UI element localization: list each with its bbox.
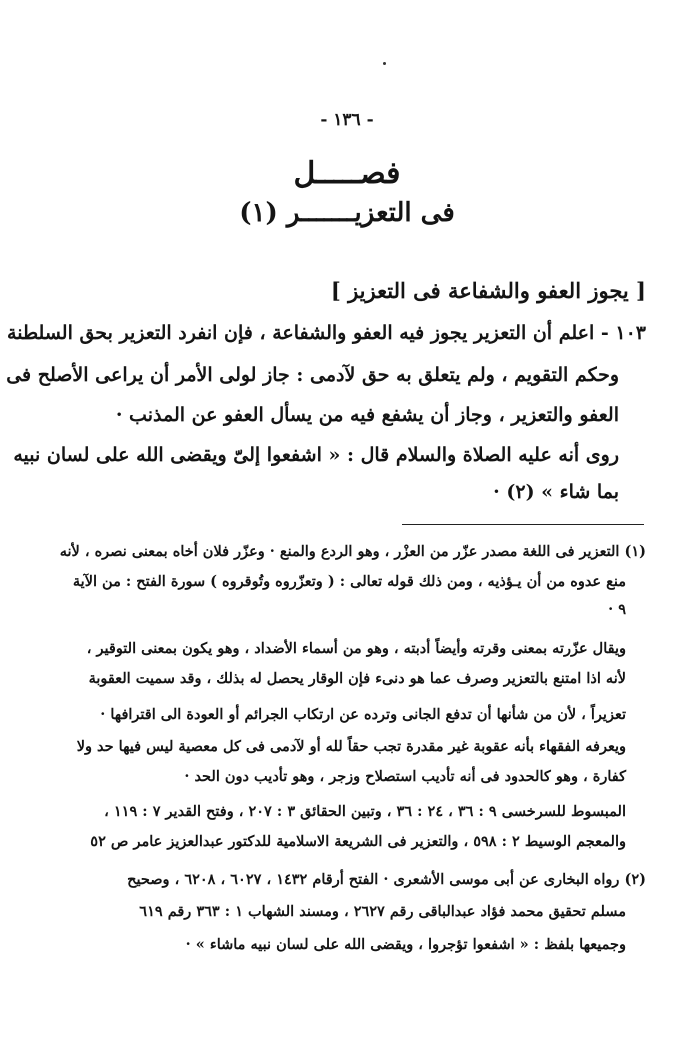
page-number: - ١٣٦ - [320,110,374,130]
footnote-line: والمعجم الوسيط ٢ : ٥٩٨ ، والتعزير فى الشريعة الاسلامية للدكتور عبدالعزيز عامر ص ٥٢ [90,833,626,850]
chapter-subtitle: فى التعزيـــــــر (١) [239,198,455,228]
body-line: ١٠٣ - اعلم أن التعزير يجوز فيه العفو والشفاعة ، فإن انفرد التعزير بحق السلطنة [7,322,646,344]
footnote-line: كفارة ، وهو كالحدود فى أنه تأديب استصلاح وزجر ، وهو تأديب دون الحد · [184,768,626,785]
footnote-line: تعزيراً ، لأن من شأنها أن تدفع الجانى وترده عن ارتكاب الجرائم أو العودة الى اقترافها · [100,706,626,723]
footnote-line: (٢) رواه البخارى عن أبى موسى الأشعرى · الفتح أرقام ١٤٣٢ ، ٦٠٢٧ ، ٦٢٠٨ ، وصحيح [127,871,646,888]
body-line: العفو والتعزير ، وجاز أن يشفع فيه من يسأل العفو عن المذنب · [115,404,619,426]
footnote-line: منع عدوه من أن يـؤذيه ، ومن ذلك قوله تعالى : ( وتعزّروه وتُوقروه ) سورة الفتح : من الآية [72,573,626,590]
footnote-line: (١) التعزير فى اللغة مصدر عزّر من العزْر ، وهو الردع والمنع · وعزّر فلان أخاه بمعنى نصره ، لأنه [59,543,646,560]
chapter-title: فصـــــل [293,156,401,191]
body-line: روى أنه عليه الصلاة والسلام قال : « اشفعوا إلىّ ويقضى الله على لسان نبيه [13,444,619,466]
footnote-line: ٩ · [608,601,626,618]
footnote-line: لأنه اذا امتنع بالتعزير وصرف عما هو دنىء فإن الوقار يحصل له بذلك ، وقد سميت العقوبة [88,670,626,687]
footnote-line: ويقال عزّرته بمعنى وقرته وأيضاً أدبته ، وهو من أسماء الأضداد ، وهو يكون بمعنى التوقير ، [86,640,626,657]
footnote-line: ويعرفه الفقهاء بأنه عقوبة غير مقدرة تجب حقاً لله أو لآدمى فى كل معصية ليس فيها حد ولا [76,738,626,755]
footnote-line: وجميعها بلفظ : « اشفعوا تؤجروا ، ويقضى الله على لسان نبيه ماشاء » · [185,936,626,953]
footnote-line: المبسوط للسرخسى ٩ : ٣٦ ، ٢٤ : ٣٦ ، وتبين الحقائق ٣ : ٢٠٧ ، وفتح القدير ٧ : ١١٩ ، [104,803,626,820]
speck-mark [383,62,386,65]
footnote-separator [402,524,644,525]
body-line: وحكم التقويم ، ولم يتعلق به حق لآدمى : جاز لولى الأمر أن يراعى الأصلح فى [6,364,619,386]
footnote-line: مسلم تحقيق محمد فؤاد عبدالباقى رقم ٢٦٢٧ ، ومسند الشهاب ١ : ٣٦٣ رقم ٦١٩ [139,903,626,920]
section-heading: [ يجوز العفو والشفاعة فى التعزيز ] [330,278,646,303]
body-line: بما شاء » (٢) · [493,481,619,503]
